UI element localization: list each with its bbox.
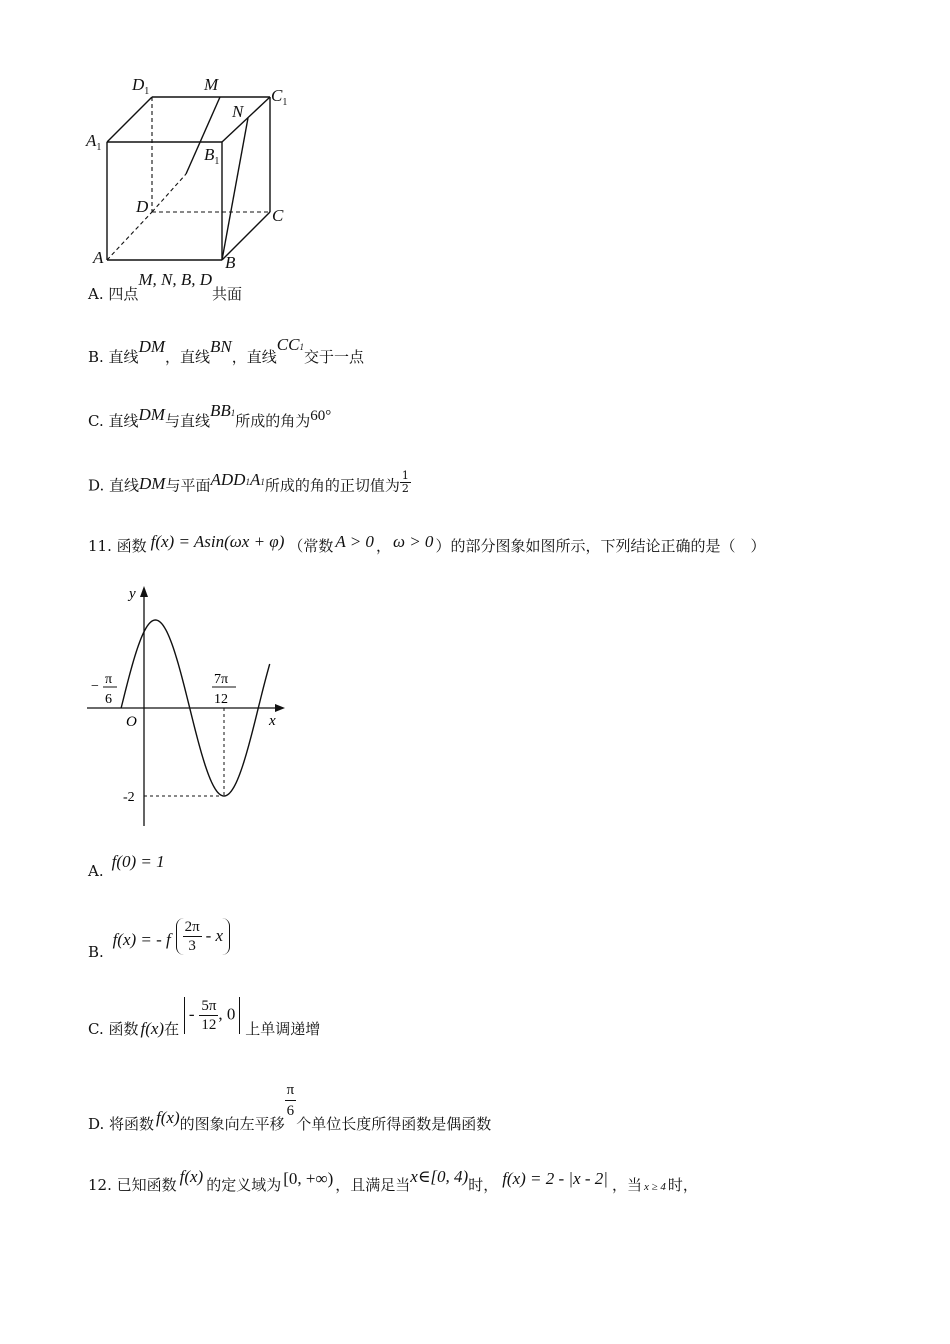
q12-stem: 12. 已知函数 f(x) 的定义域为 [0, +∞) ，且满足当x∈[0, 4)时， f(x) = 2 - |x - 2| ，当 x ≥ 4 时，	[88, 1167, 698, 1194]
svg-text:12: 12	[214, 692, 228, 707]
edge-b1c1	[222, 97, 270, 142]
edge-ad	[107, 212, 152, 260]
label-c: C	[272, 206, 284, 225]
label-d1: $D_1$	[132, 75, 150, 97]
label-a1: $A_1$	[86, 131, 102, 153]
tick-label-neg-pi-6	[91, 672, 117, 707]
label-b1: $B_1$	[204, 145, 220, 167]
svg-text:π: π	[105, 672, 113, 687]
x-axis-arrow	[275, 704, 285, 712]
label-d: D	[136, 197, 149, 216]
y-axis-arrow	[140, 586, 148, 597]
fraction-pi-6: $\frac{\pi}{6}$	[286, 1082, 295, 1119]
cube-figure	[80, 70, 310, 275]
q11-option-b: B. f(x) = - f $\frac{2\pi}{3}$ - x	[88, 918, 230, 962]
fraction-one-half: $\frac{1}{2}$	[401, 469, 409, 495]
q11-option-c: C. 函数 f(x)在 - $\frac{5\pi}{12}$ , 0 上单调递增	[88, 998, 321, 1038]
y-axis-label: y	[129, 586, 136, 602]
svg-text:6: 6	[105, 692, 112, 707]
q10-option-b: B. 直线DM，直线BN，直线CC1交于一点	[88, 335, 364, 366]
q10-option-d: D. 直线DM与平面ADD1A1所成的角的正切值为 $\frac{1}{2}$	[88, 469, 409, 495]
fraction-5pi-12: $\frac{5\pi}{12}$	[201, 998, 217, 1033]
fraction-2pi-3: $\frac{2\pi}{3}$	[184, 919, 200, 954]
q11-stem: 11. 函数 f(x) = Asin(ωx + φ) （常数 A > 0 ， ω > 0 ）的部分图象如图所示，下列结论正确的是（ ）	[88, 532, 766, 555]
svg-text:7π: 7π	[214, 672, 229, 687]
label-a: A	[93, 248, 104, 267]
label-c1: $C_1$	[271, 86, 288, 108]
label-m: M	[204, 75, 219, 94]
q10-option-c: C. 直线DM与直线BB1所成的角为60°	[88, 401, 332, 430]
segment-dm-hidden	[152, 174, 186, 212]
x-axis-label: x	[269, 713, 276, 729]
edge-a1d1	[107, 97, 152, 142]
svg-text:−: −	[91, 679, 99, 694]
label-b: B	[225, 253, 236, 272]
q11-option-a: A. f(0) = 1	[88, 852, 165, 880]
q11-option-d: D. 将函数 f(x)的图象向左平移 $\frac{\pi}{6}$ 个单位长度所得函数是偶函数	[88, 1082, 492, 1133]
q10-option-a: A. 四点M, N, B, D共面	[88, 270, 243, 303]
sine-graph	[85, 578, 295, 830]
tick-label-7pi-12	[212, 672, 236, 707]
origin-label: O	[126, 714, 137, 730]
label-n: N	[232, 102, 244, 121]
tick-label-min: -2	[123, 790, 135, 805]
